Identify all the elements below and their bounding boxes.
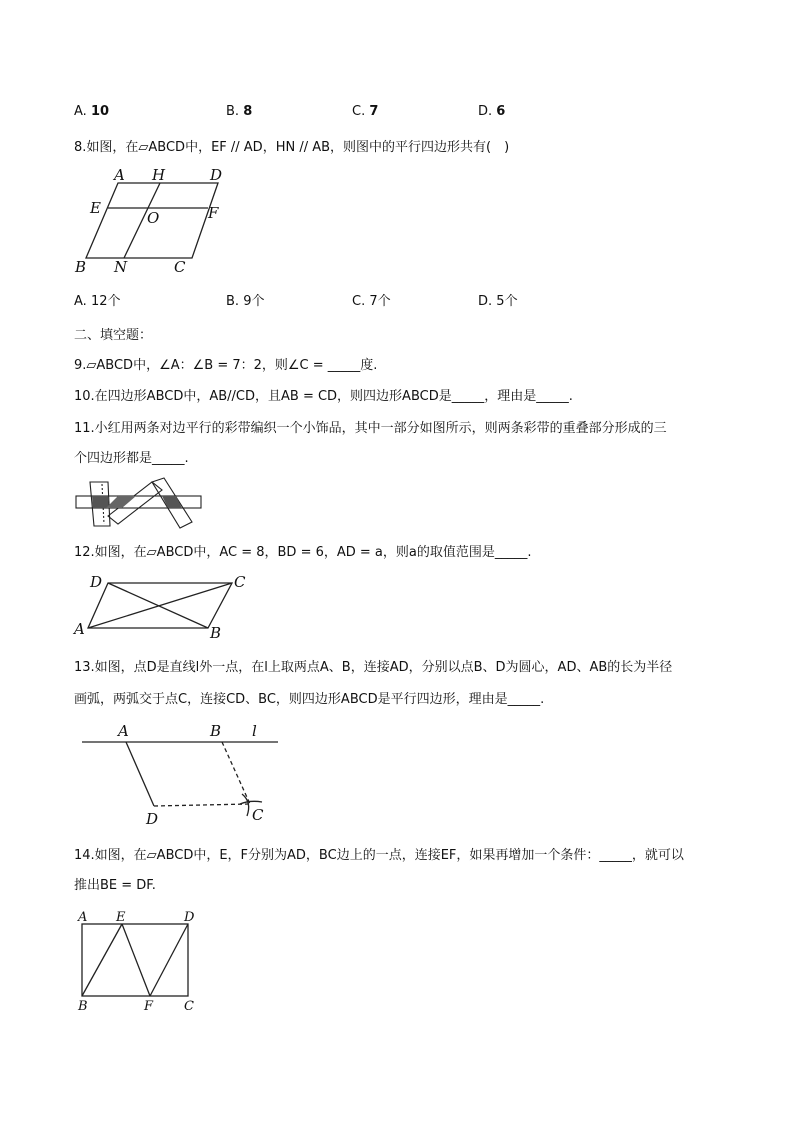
- q8-figure: [72, 163, 242, 278]
- q14-figure: [74, 906, 204, 1014]
- q14-label-b: B: [78, 999, 88, 1014]
- q8-option-c: C. 7个: [352, 294, 391, 309]
- q7-option-b: B. 8: [226, 104, 253, 119]
- q8-option-d: D. 5个: [478, 294, 518, 309]
- q8-label-a: A: [114, 166, 125, 184]
- q12-label-d: D: [90, 573, 103, 591]
- q14-question-line1: 14.如图，在▱ABCD中，E，F分别为AD，BC边上的一点，连接EF，如果再增加一个条件：_____，就可以: [74, 848, 684, 863]
- q12-label-b: B: [210, 624, 222, 642]
- q12-question: 12.如图，在▱ABCD中，AC = 8，BD = 6，AD = a，则a的取值范围是_____.: [74, 545, 532, 560]
- q12-figure: [72, 570, 258, 642]
- q13-question-line2: 画弧，两弧交于点C，连接CD、BC，则四边形ABCD是平行四边形，理由是_____.: [74, 692, 545, 707]
- q12-label-a: A: [74, 620, 85, 638]
- q14-question-line2: 推出BE = DF.: [74, 878, 156, 893]
- q8-label-h: H: [152, 166, 166, 184]
- q11-figure: [74, 474, 204, 532]
- q7-option-a: A. 10: [74, 104, 110, 119]
- q14-label-d: D: [184, 910, 195, 925]
- q8-option-a: A. 12个: [74, 294, 121, 309]
- q9-question: 9.▱ABCD中，∠A：∠B = 7：2，则∠C = _____度.: [74, 358, 378, 373]
- q11-question-line2: 个四边形都是_____.: [74, 451, 189, 466]
- q8-label-o: O: [147, 209, 160, 227]
- q12-label-c: C: [234, 573, 246, 591]
- q14-label-a: A: [78, 910, 88, 925]
- q8-question: 8.如图，在▱ABCD中，EF // AD，HN // AB，则图中的平行四边形共有( ): [74, 140, 510, 155]
- q14-label-e: E: [116, 910, 126, 925]
- q7-option-c: C. 7: [352, 104, 379, 119]
- q10-question: 10.在四边形ABCD中，AB//CD，且AB = CD，则四边形ABCD是_____，理由是_____.: [74, 389, 573, 404]
- q13-label-a: A: [118, 722, 129, 740]
- q13-question-line1: 13.如图，点D是直线l外一点，在l上取两点A、B，连接AD，分别以点B、D为圆心，AD、AB的长为半径: [74, 660, 673, 675]
- q14-label-c: C: [184, 999, 194, 1014]
- q8-label-f: F: [208, 204, 219, 222]
- q8-label-d: D: [210, 166, 223, 184]
- q8-label-c: C: [174, 258, 186, 276]
- q11-question-line1: 11.小红用两条对边平行的彩带编织一个小饰品，其中一部分如图所示，则两条彩带的重叠部分形成的三: [74, 421, 667, 436]
- q7-option-d: D. 6: [478, 104, 506, 119]
- q14-label-f: F: [144, 999, 154, 1014]
- section-title: 二、填空题：: [74, 328, 153, 343]
- q13-figure: [82, 716, 282, 832]
- q8-label-e: E: [90, 199, 101, 217]
- q8-option-b: B. 9个: [226, 294, 265, 309]
- q13-label-d: D: [146, 810, 159, 828]
- q13-label-c: C: [252, 806, 264, 824]
- q8-label-n: N: [114, 258, 128, 276]
- q8-label-b: B: [75, 258, 87, 276]
- q13-label-l: l: [252, 722, 257, 740]
- q13-label-b: B: [210, 722, 222, 740]
